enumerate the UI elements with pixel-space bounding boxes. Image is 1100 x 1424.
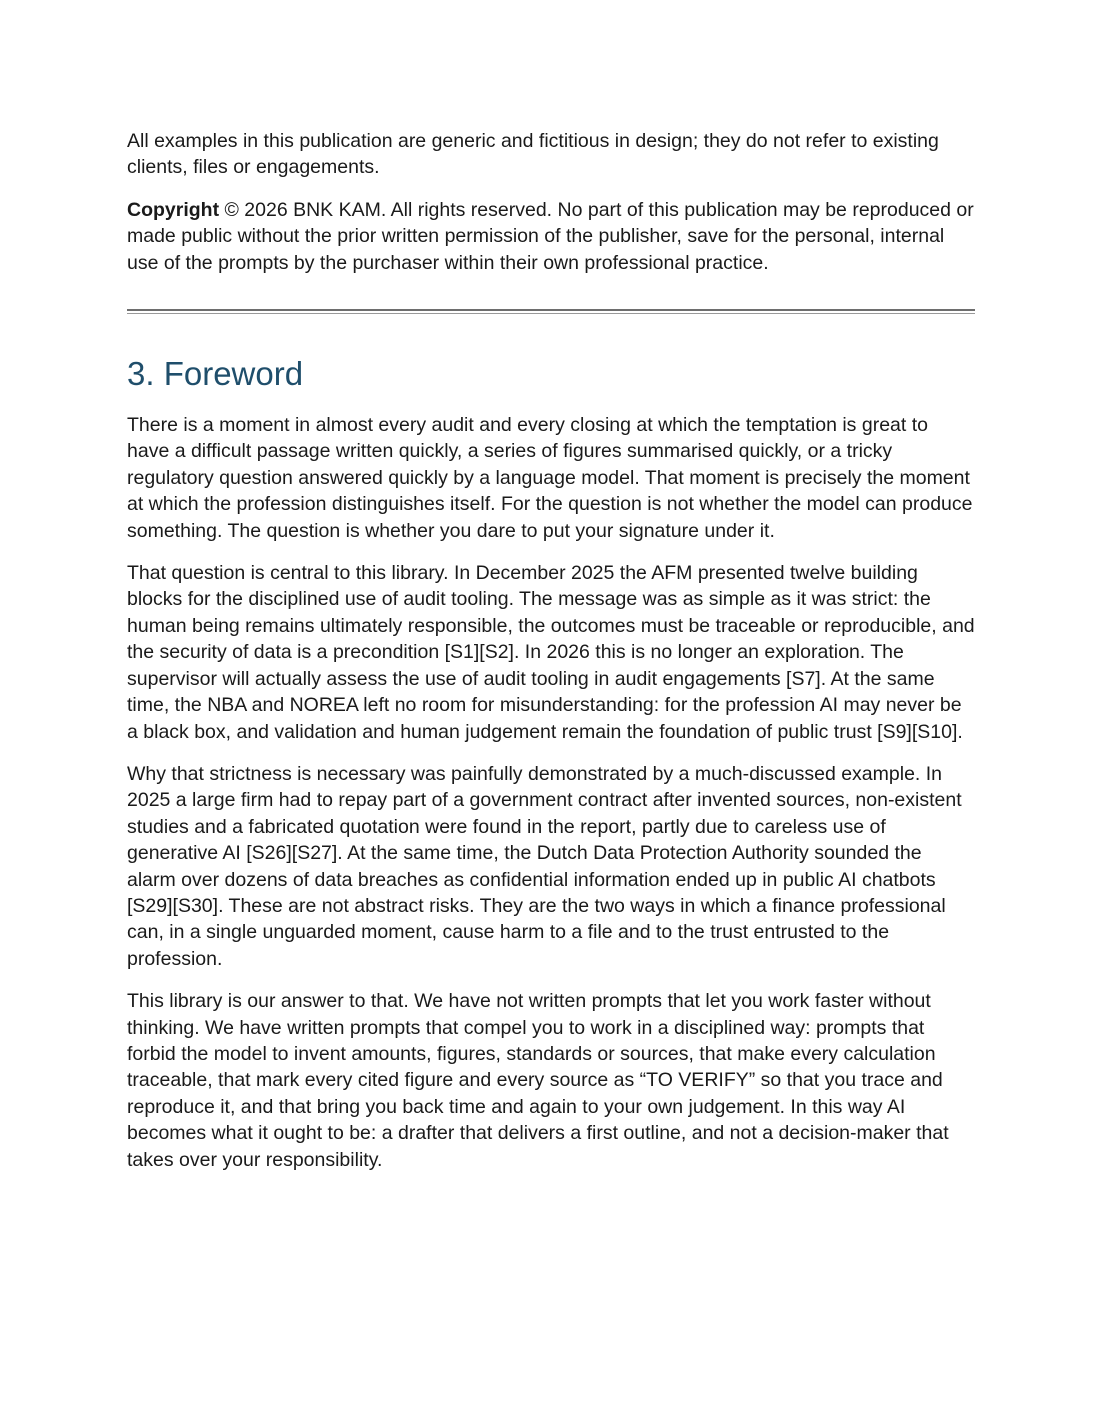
document-page <box>127 128 975 1189</box>
copyright-paragraph <box>127 197 975 276</box>
copyright-text: © 2026 BNK KAM. All rights reserved. No part of this publication may be reproduced or made public without the prior written permission of the publisher, save for the personal, internal use of the prompts by the purchaser within their own professional practice. <box>127 198 974 274</box>
foreword-paragraph-4: This library is our answer to that. We have not written prompts that let you work faster without thinking. We have written prompts that compel you to work in a disciplined way: prompts that forbid the model to invent amounts, figures, standards or sources, that make every calculation traceable, that mark every cited figure and every source as “TO VERIFY” so that you trace and reproduce it, and that bring you back time and again to your own judgement. In this way AI becomes what it ought to be: a drafter that delivers a first outline, and not a decision-maker that takes over your responsibility. <box>127 990 949 1171</box>
section-divider <box>127 309 975 314</box>
disclaimer-paragraph: All examples in this publication are generic and fictitious in design; they do not refer to existing clients, files or engagements. <box>127 130 939 179</box>
foreword-paragraph-1: There is a moment in almost every audit and every closing at which the temptation is great to have a difficult passage written quickly, a series of figures summarised quickly, or a tricky regulatory question answered quickly by a language model. That moment is precisely the moment at which the profession distinguishes itself. For the question is not whether the model can produce something. The question is whether you dare to put your signature under it. <box>127 414 973 542</box>
foreword-paragraph-3: Why that strictness is necessary was painfully demonstrated by a much-discussed example. In 2025 a large firm had to repay part of a government contract after invented sources, non-existent studies and a fabricated quotation were found in the report, partly due to careless use of generative AI [S26][S27]. At the same time, the Dutch Data Protection Authority sounded the alarm over dozens of data breaches as confidential information ended up in public AI chatbots [S29][S30]. These are not abstract risks. They are the two ways in which a finance professional can, in a single unguarded moment, cause harm to a file and to the trust entrusted to the profession. <box>127 762 962 970</box>
copyright-label: Copyright <box>127 198 220 221</box>
foreword-paragraph-2: That question is central to this library. In December 2025 the AFM presented twelve building blocks for the disciplined use of audit tooling. The message was as simple as it was strict: the human being remains ultimately responsible, the outcomes must be traceable or reproducible, and the security of data is a precondition [S1][S2]. In 2026 this is no longer an exploration. The supervisor will actually assess the use of audit tooling in audit engagements [S7]. At the same time, the NBA and NOREA left no room for misunderstanding: for the profession AI may never be a black box, and validation and human judgement remain the foundation of public trust [S9][S10]. <box>127 562 975 743</box>
section-heading: 3. Foreword <box>127 355 304 393</box>
